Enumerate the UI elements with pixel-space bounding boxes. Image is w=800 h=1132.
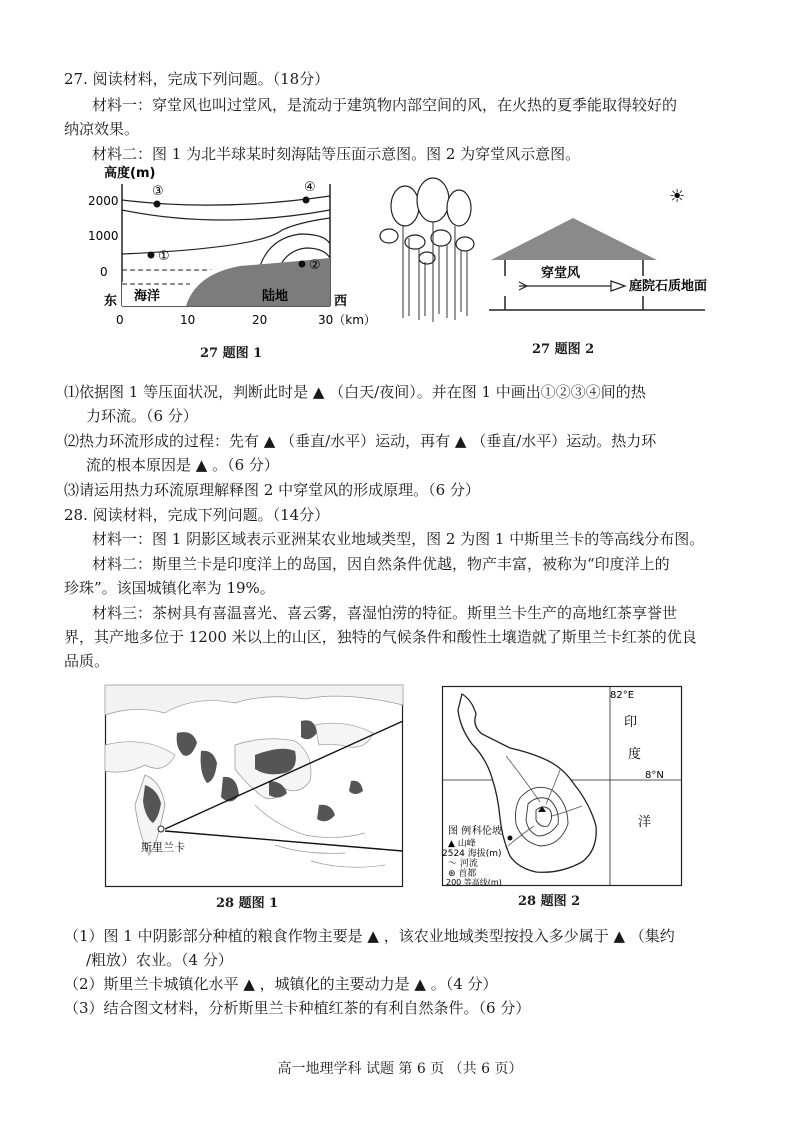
map2-sea-label-1: 印 [624, 715, 638, 730]
q28-map-1-caption: 28 题图 1 [216, 896, 279, 911]
q28-map-2-caption: 28 题图 2 [518, 894, 581, 909]
map2-latitude-label: 8°N [645, 770, 664, 781]
fig1-east-label: 东 [104, 294, 118, 309]
map2-longitude-label: 82°E [610, 690, 635, 701]
fig1-point-4: ④ [304, 180, 316, 195]
q28-material-2-cont: 珍珠”。该国城镇化率为 19%。 [64, 579, 275, 597]
fig1-west-label: 西 [334, 294, 348, 309]
q27-heading: 27. 阅读材料，完成下列问题。（18分） [64, 70, 330, 88]
map2-city-label: 科伦坡 [472, 826, 502, 837]
q27-figure-1-caption: 27 题图 1 [200, 346, 263, 361]
q27-figure-2 [375, 178, 715, 328]
q27-figure-2-caption: 27 题图 2 [532, 342, 595, 357]
fig2-ground-label: 庭院石质地面 [629, 279, 708, 294]
map2-legend-capital: ⊛ 首都 [448, 869, 477, 879]
q28-map-2 [442, 686, 682, 886]
fig1-xtick-20: 20 [252, 313, 268, 327]
fig1-point-3: ③ [152, 184, 164, 199]
q28-sub-3: （3）结合图文材料，分析斯里兰卡种植红茶的有利自然条件。（6 分） [64, 999, 531, 1017]
q28-sub-2: （2）斯里兰卡城镇化水平 ▲ ，城镇化的主要动力是 ▲ 。（4 分） [64, 975, 498, 993]
fig1-point-1: ① [158, 249, 170, 264]
fig1-ytick-2000: 2000 [88, 194, 119, 208]
fig1-xtick-0: 0 [116, 313, 124, 327]
fig1-ocean-label: 海洋 [134, 289, 161, 304]
q27-material-1: 材料一：穿堂风也叫过堂风，是流动于建筑物内部空间的风，在火热的夏季能取得较好的 [92, 96, 678, 114]
q27-sub-3: ⑶请运用热力环流原理解释图 2 中穿堂风的形成原理。（6 分） [64, 481, 480, 499]
q27-sub-2-cont: 流的根本原因是 ▲ 。（6 分） [86, 456, 279, 474]
fig1-ylabel: 高度(m) [104, 166, 156, 181]
fig1-xtick-10: 10 [180, 313, 196, 327]
map2-sea-label-3: 洋 [638, 815, 652, 830]
page-footer: 高一地理学科 试题 第 6 页 （共 6 页） [277, 1061, 523, 1077]
q27-sub-1: ⑴依据图 1 等压面状况，判断此时是 ▲ （白天/夜间）。并在图 1 中画出①②③④间的热 [64, 383, 646, 401]
map2-legend-elevation: 2524 海拔(m) [442, 849, 502, 859]
q28-heading: 28. 阅读材料，完成下列问题。（14分） [64, 506, 330, 524]
q28-map-1 [105, 685, 403, 887]
map2-legend-river: ～ 河流 [448, 859, 478, 869]
q27-sub-2: ⑵热力环流形成的过程：先有 ▲ （垂直/水平）运动，再有 ▲ （垂直/水平）运动。热力环 [64, 432, 657, 450]
q27-material-1-cont: 纳凉效果。 [64, 120, 140, 138]
fig1-point-2: ② [309, 258, 321, 273]
map2-legend-contour: 200 等高线(m) [446, 878, 502, 887]
map2-sea-label-2: 度 [628, 747, 642, 762]
q28-material-3: 材料三：茶树具有喜温喜光、喜云雾，喜湿怕涝的特征。斯里兰卡生产的高地红茶享誉世 [92, 604, 678, 622]
q28-material-3-end: 品质。 [64, 652, 110, 670]
map1-sri-lanka-label: 斯里兰卡 [141, 841, 185, 854]
fig1-ytick-1000: 1000 [88, 229, 119, 243]
q27-sub-1-cont: 力环流。（6 分） [86, 407, 198, 425]
q27-material-2: 材料二：图 1 为北半球某时刻海陆等压面示意图。图 2 为穿堂风示意图。 [92, 145, 581, 163]
q28-material-1: 材料一：图 1 阴影区域表示亚洲某农业地域类型，图 2 为图 1 中斯里兰卡的等高线分布图。 [92, 530, 705, 548]
q27-figure-1 [88, 160, 376, 360]
q28-sub-1: （1）图 1 中阴影部分种植的粮食作物主要是 ▲ ，该农业地域类型按投入多少属于 ▲ （集约 [64, 927, 675, 945]
fig1-ytick-0: 0 [100, 265, 108, 279]
sun-icon: ☀ [669, 186, 686, 207]
fig1-xtick-30: 30（km） [318, 313, 376, 327]
fig1-land-label: 陆地 [262, 289, 289, 304]
map2-legend-peak: ▲ 山峰 [448, 839, 476, 849]
map2-legend-title: 图 例 [448, 826, 472, 837]
q28-sub-1-cont: /粗放）农业。（4 分） [86, 951, 233, 969]
q28-material-2: 材料二：斯里兰卡是印度洋上的岛国，因自然条件优越，物产丰富，被称为“印度洋上的 [92, 555, 670, 573]
fig2-wind-label: 穿堂风 [541, 266, 581, 281]
q28-material-3-cont: 界，其产地多位于 1200 米以上的山区，独特的气候条件和酸性土壤造就了斯里兰卡红茶的优良 [64, 628, 697, 646]
